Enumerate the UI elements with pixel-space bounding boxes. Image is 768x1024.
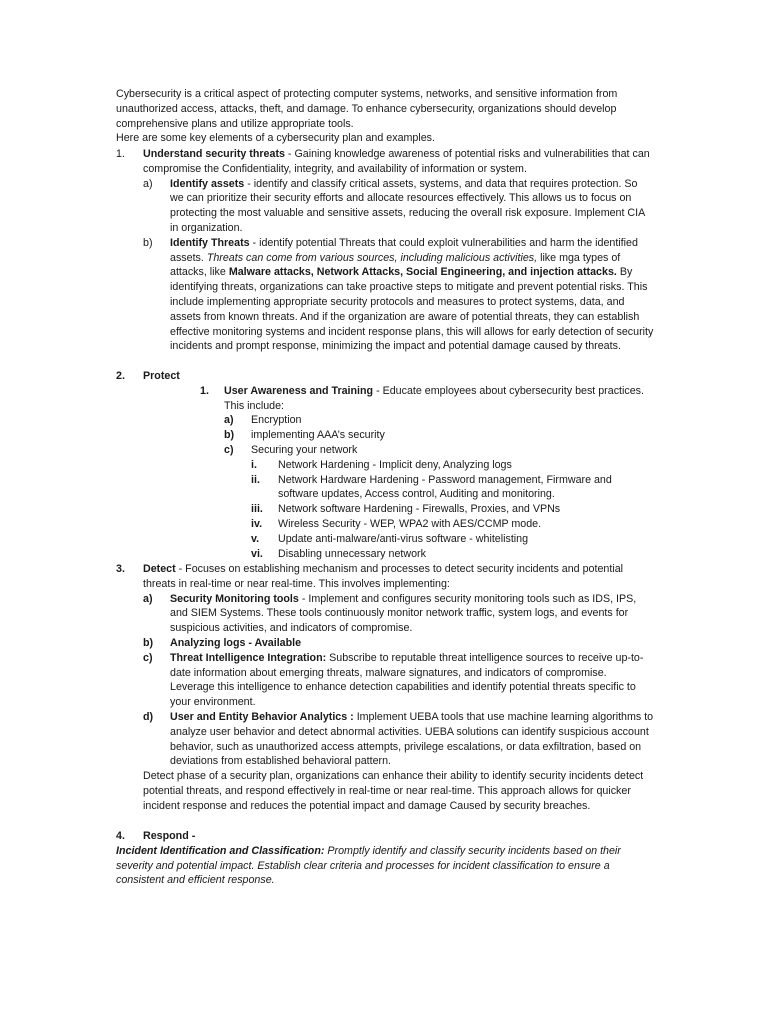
item-letter: d)	[143, 710, 154, 723]
section-number: 2.	[116, 370, 125, 382]
item-text: - Implement and configures security monitoring tools such as IDS, IPS, and SIEM Systems. These tools continuously monitor network traffic, system logs, and events for suspicious activities, and indicators of compromise.	[170, 592, 637, 635]
detect-summary: Detect phase of a security plan, organizations can enhance their ability to identify security incidents detect potential threats, and respond effectively in real-time or near real-time. This approach allows for quicker incident response and reduces the potential impact and damage Caused by security breaches.	[143, 770, 644, 812]
item-text: By identifying threats, organizations can take proactive steps to mitigate and prevent potential risks. This include implementing appropriate security protocols and measures to protect systems, data, and assets from known threats. And if the organization are aware of potential threats, they can establish effective monitoring systems and incident response plans, this will allows for early detection of security incidents and prompt response, minimizing the impact and potential damage caused by threats.	[170, 266, 654, 353]
sublist-item-numeral: v.	[251, 532, 260, 545]
section-protect	[116, 369, 654, 561]
item-letter: a)	[143, 177, 153, 190]
section-number: 1.	[116, 148, 125, 160]
item-title: Identify Threats	[170, 236, 250, 249]
intro-lead: Here are some key elements of a cybersecurity plan and examples.	[116, 132, 435, 145]
item-text: - identify and classify critical assets, systems, and data that requires protection. So we can prioritize their security efforts and allocate resources effectively. This allows us to focus on protecting the most valuable and sensitive assets, reducing the overall risk exposure. Implement CIA in organization.	[170, 177, 645, 234]
item-title: User Awareness and Training	[224, 384, 374, 397]
item-letter: a)	[143, 592, 153, 605]
list-item-letter: a)	[224, 414, 234, 427]
section-text: - Gaining knowledge awareness of potential risks and vulnerabilities that can compromise the Confidentiality, integrity, and availability of information or system.	[143, 148, 650, 175]
list-item: Securing your network	[251, 443, 358, 456]
item-text: - identify potential Threats that could exploit vulnerabilities and harm the identified assets.	[170, 236, 638, 264]
list-item-letter: b)	[224, 429, 235, 442]
item-letter: c)	[143, 651, 153, 664]
item-text: Implement UEBA tools that use machine learning algorithms to analyze user behavior and detect abnormal activities. UEBA solutions can identify suspicious account behavior, such as unauthorized access attempts, privilege escalations, or data exfiltration, based on deviations from established behavioral pattern.	[170, 710, 654, 768]
section-detect	[116, 562, 654, 814]
sublist-item: Network Hardening - Implicit deny, Analyzing logs	[278, 458, 512, 471]
section-understand-threats	[116, 147, 654, 354]
incident-identification-title: Incident Identification and Classification:	[116, 844, 325, 857]
section-respond	[116, 829, 654, 888]
list-item-letter: c)	[224, 443, 234, 456]
item-letter: b)	[143, 236, 153, 249]
sublist-item-numeral: vi.	[251, 547, 263, 560]
section-number: 4.	[116, 830, 125, 842]
item-text: - Educate employees about cybersecurity best practices. This include:	[224, 384, 644, 412]
sublist-item: Disabling unnecessary network	[278, 547, 426, 560]
sublist-item: Network Hardware Hardening - Password management, Firmware and software updates, Access control, Auditing and monitoring.	[278, 473, 612, 501]
sublist-item: Network software Hardening - Firewalls, Proxies, and VPNs	[278, 503, 561, 516]
section-title: Detect	[143, 563, 176, 575]
sublist-item: Wireless Security - WEP, WPA2 with AES/CCMP mode.	[278, 517, 542, 530]
item-title: Analyzing logs - Available	[170, 636, 302, 649]
sublist-item-numeral: iv.	[251, 517, 263, 530]
item-text: Subscribe to reputable threat intelligence sources to receive up-to-date information about emerging threats, malware signatures, and indicators of compromise. Leverage this intelligence to enhance detection capabilities and identify potential threats specific to your environment.	[170, 651, 644, 709]
sublist-item-numeral: iii.	[251, 503, 263, 516]
item-bold-text: Malware attacks, Network Attacks, Social Engineering, and injection attacks.	[228, 266, 617, 279]
intro-paragraph	[116, 87, 654, 146]
sublist-item-numeral: ii.	[251, 473, 260, 486]
sublist-item-numeral: i.	[251, 458, 257, 471]
list-item: Encryption	[251, 414, 302, 427]
item-letter: b)	[143, 636, 154, 649]
item-title: Security Monitoring tools	[170, 592, 299, 605]
item-number: 1.	[200, 384, 209, 397]
item-title: User and Entity Behavior Analytics :	[170, 710, 354, 723]
item-text: like mga types of attacks, like	[170, 251, 621, 279]
section-title: Understand security threats	[143, 148, 285, 160]
section-title: Respond -	[143, 830, 196, 842]
section-number: 3.	[116, 563, 125, 575]
section-text: - Focuses on establishing mechanism and processes to detect security incidents and potential threats in real-time or near real-time. This involves implementing:	[143, 563, 624, 590]
item-title: Threat Intelligence Integration:	[170, 651, 327, 664]
intro-text: Cybersecurity is a critical aspect of protecting computer systems, networks, and sensitive information from unauthorized access, attacks, theft, and damage. To enhance cybersecurity, organizations should develop comprehensive plans and utilize appropriate tools.	[116, 88, 618, 130]
incident-identification-text: Promptly identify and classify security incidents based on their severity and potential impact. Establish clear criteria and processes for incident classification to ensure a consistent and efficient response.	[116, 844, 621, 887]
sublist-item: Update anti-malware/anti-virus software - whitelisting	[278, 532, 529, 545]
section-title: Protect	[143, 370, 180, 382]
item-title: Identify assets	[170, 177, 245, 190]
incident-identification-paragraph	[116, 844, 654, 888]
list-item: implementing AAA’s security	[251, 429, 385, 442]
item-italic-text: Threats can come from various sources, including malicious activities,	[206, 251, 538, 264]
